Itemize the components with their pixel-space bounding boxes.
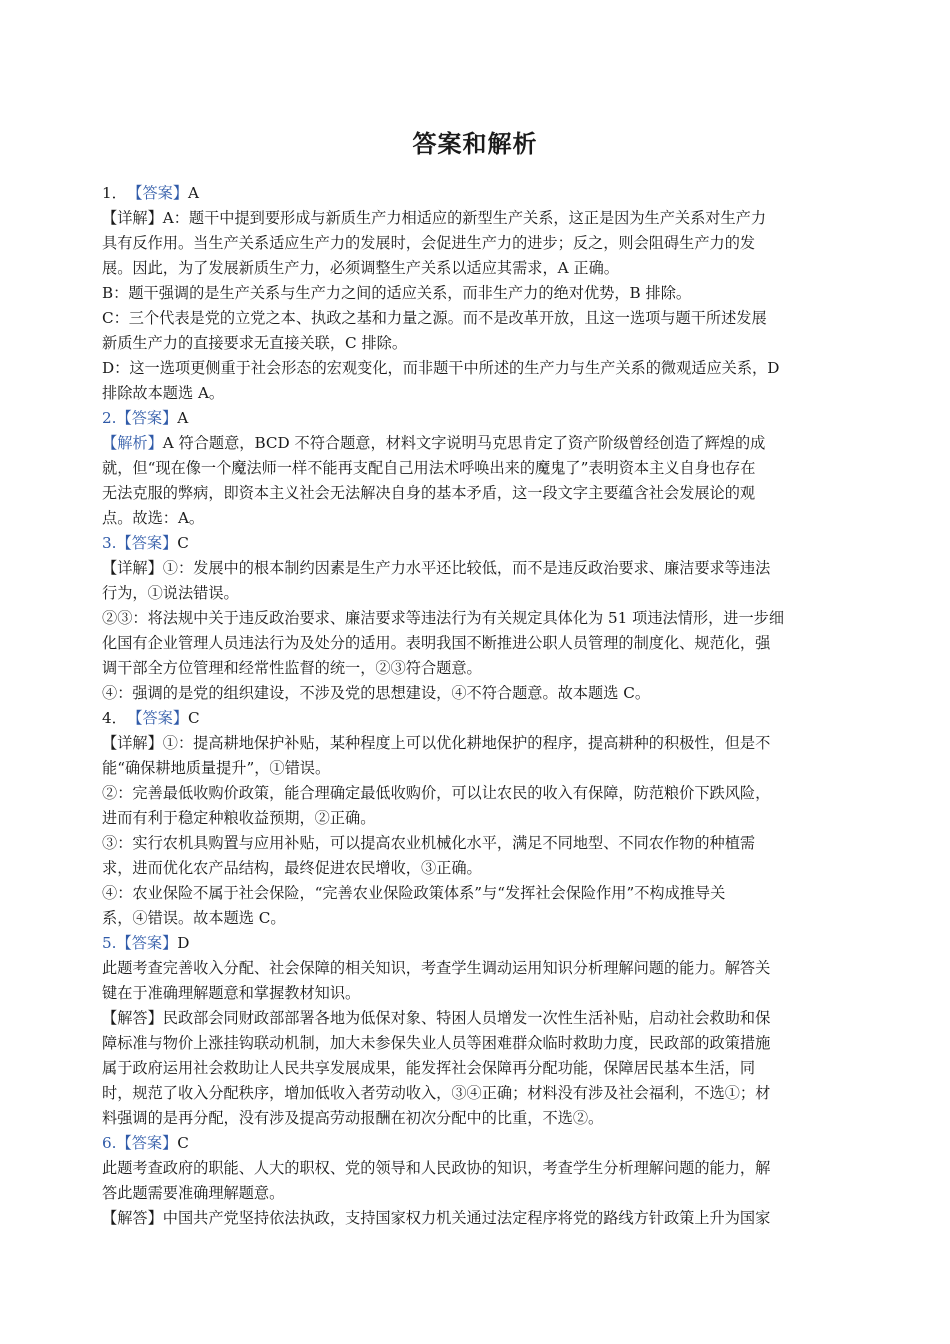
explanation-line: 点。故选：A。	[102, 509, 205, 527]
explanation-line: 进而有利于稳定种粮收益预期，②正确。	[102, 809, 376, 827]
answer-header	[102, 931, 846, 956]
answer-content	[102, 181, 846, 1231]
explanation-line: 【详解】A：题干中提到要形成与新质生产力相适应的新型生产关系，这正是因为生产关系对生产力	[102, 209, 767, 227]
answer-header	[102, 181, 846, 206]
answer-header	[102, 531, 846, 556]
explanation-line: 时，规范了收入分配秩序，增加低收入者劳动收入，③④正确；材料没有涉及社会福利，不选①；材	[102, 1084, 771, 1102]
analysis-text: A 符合题意，BCD 不符合题意，材料文字说明马克思肯定了资产阶级曾经创造了辉煌的成	[162, 434, 766, 452]
explanation-line: ③：实行农机具购置与应用补贴，可以提高农业机械化水平，满足不同地型、不同农作物的种植需	[102, 834, 756, 852]
answer-tag: 【答案】	[116, 1134, 178, 1152]
answer-tag: 【答案】	[134, 709, 189, 727]
explanation-line: 排除故本题选 A。	[102, 384, 225, 402]
answer-letter: C	[188, 709, 200, 727]
explanation-line: 无法克服的弊病，即资本主义社会无法解决自身的基本矛盾，这一段文字主要蕴含社会发展论的观	[102, 484, 756, 502]
explanation-line: 障标准与物价上涨挂钩联动机制，加大未参保失业人员等困难群众临时救助力度，民政部的政策措施	[102, 1034, 771, 1052]
explanation-line: 展。因此，为了发展新质生产力，必须调整生产关系以适应其需求，A 正确。	[102, 259, 619, 277]
explanation-line: 料强调的是再分配，没有涉及提高劳动报酬在初次分配中的比重，不选②。	[102, 1109, 604, 1127]
explanation-line: 【解答】民政部会同财政部部署各地为低保对象、特困人员增发一次性生活补贴，启动社会救助和保	[102, 1009, 771, 1027]
question-number: 6.	[102, 1134, 117, 1152]
explanation-line: 【详解】①：提高耕地保护补贴，某种程度上可以优化耕地保护的程序，提高耕种的积极性，但是不	[102, 734, 771, 752]
question-number: 1．	[102, 184, 127, 202]
answer-item	[102, 181, 846, 406]
explanation-line: C：三个代表是党的立党之本、执政之基和力量之源。而不是改革开放，且这一选项与题干所述发展	[102, 309, 767, 327]
explanation-line: ②③：将法规中关于违反政治要求、廉洁要求等违法行为有关规定具体化为 51 项违法情形，进一步细	[102, 609, 785, 627]
answer-tag: 【答案】	[134, 184, 189, 202]
explanation-line: 键在于准确理解题意和掌握教材知识。	[102, 984, 361, 1002]
answer-letter: C	[177, 1134, 189, 1152]
explanation-line: 就，但“现在像一个魔法师一样不能再支配自己用法术呼唤出来的魔鬼了”表明资本主义自身也存在	[102, 459, 756, 477]
explanation-line: ④：强调的是党的组织建设，不涉及党的思想建设，④不符合题意。故本题选 C。	[102, 684, 651, 702]
page-title: 答案和解析	[412, 129, 538, 158]
explanation-line: 系，④错误。故本题选 C。	[102, 909, 286, 927]
explanation-line: 行为，①说法错误。	[102, 584, 239, 602]
answer-header	[102, 1131, 846, 1156]
answer-tag: 【答案】	[116, 409, 178, 427]
answer-tag: 【答案】	[116, 534, 178, 552]
explanation-line: 新质生产力的直接要求无直接关联，C 排除。	[102, 334, 408, 352]
explanation-line: 此题考查政府的职能、人大的职权、党的领导和人民政协的知识，考查学生分析理解问题的能力，解	[102, 1159, 771, 1177]
explanation-line: 调干部全方位管理和经常性监督的统一，②③符合题意。	[102, 659, 482, 677]
answer-item	[102, 406, 846, 531]
explanation-line: 【解答】中国共产党坚持依法执政，支持国家权力机关通过法定程序将党的路线方针政策上升为国家	[102, 1209, 771, 1227]
explanation-line: 此题考查完善收入分配、社会保障的相关知识，考查学生调动运用知识分析理解问题的能力。解答关	[102, 959, 771, 977]
question-number: 3.	[102, 534, 117, 552]
explanation-line: ④：农业保险不属于社会保险，“完善农业保险政策体系”与“发挥社会保险作用”不构成推导关	[102, 884, 726, 902]
answer-item	[102, 706, 846, 931]
explanation-line: 属于政府运用社会救助让人民共享发展成果，能发挥社会保障再分配功能，保障居民基本生活，同	[102, 1059, 756, 1077]
answer-letter: C	[177, 534, 189, 552]
explanation-line: 求，进而优化农产品结构，最终促进农民增收，③正确。	[102, 859, 482, 877]
explanation-line: ②：完善最低收购价政策，能合理确定最低收购价，可以让农民的收入有保障，防范粮价下跌风险，	[102, 784, 771, 802]
answer-header	[102, 706, 846, 731]
explanation-line: D：这一选项更侧重于社会形态的宏观变化，而非题干中所述的生产力与生产关系的微观适应关系，D	[102, 359, 780, 377]
analysis-tag: 【解析】	[102, 434, 163, 452]
explanation-line: 答此题需要准确理解题意。	[102, 1184, 285, 1202]
answer-item	[102, 531, 846, 706]
explanation-line: 【详解】①：发展中的根本制约因素是生产力水平还比较低，而不是违反政治要求、廉洁要求等违法	[102, 559, 771, 577]
answer-item	[102, 931, 846, 1131]
answer-letter: A	[188, 184, 199, 202]
explanation-line: 化国有企业管理人员违法行为及处分的适用。表明我国不断推进公职人员管理的制度化、规范化，强	[102, 634, 771, 652]
explanation-line	[102, 431, 846, 456]
question-number: 5.	[102, 934, 117, 952]
question-number: 2.	[102, 409, 117, 427]
explanation-line: 能“确保耕地质量提升”，①错误。	[102, 759, 331, 777]
answer-item	[102, 1131, 846, 1231]
answer-header	[102, 406, 846, 431]
question-number: 4．	[102, 709, 127, 727]
explanation-line: 具有反作用。当生产关系适应生产力的发展时，会促进生产力的进步；反之，则会阻碍生产力的发	[102, 234, 756, 252]
explanation-line: B：题干强调的是生产关系与生产力之间的适应关系，而非生产力的绝对优势，B 排除。	[102, 284, 692, 302]
answer-letter: D	[177, 934, 190, 952]
answer-letter: A	[177, 409, 189, 427]
answer-tag: 【答案】	[116, 934, 178, 952]
